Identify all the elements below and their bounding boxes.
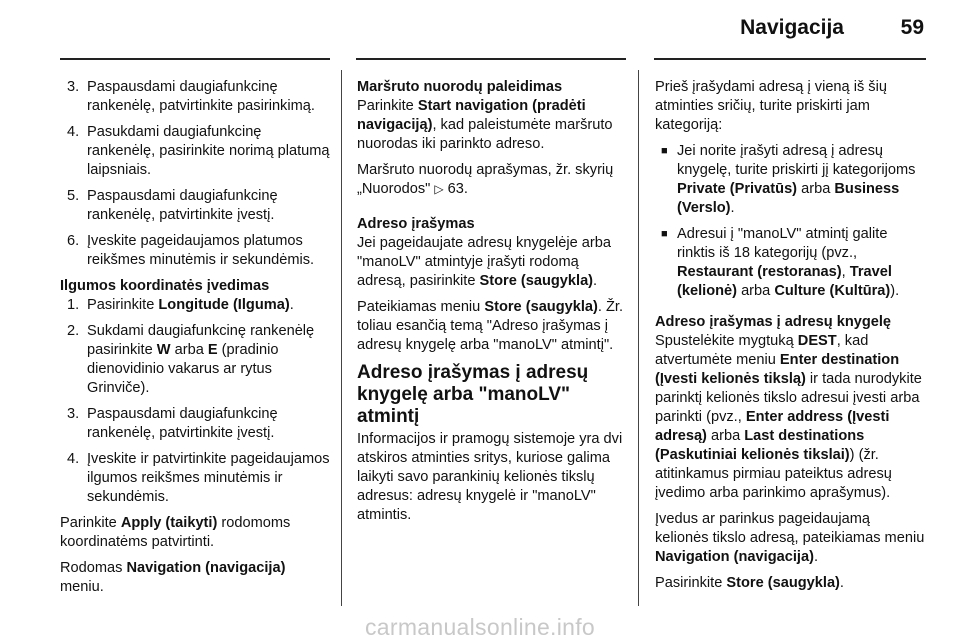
step-text: Įveskite pageidaujamos platumos reikšmes minutėmis ir sekundėmis. xyxy=(87,233,315,268)
list-item xyxy=(655,225,925,301)
paragraph xyxy=(357,234,625,291)
step-number: 1. xyxy=(67,297,80,313)
paragraph xyxy=(655,332,925,503)
longitude-subheading: Ilgumos koordinatės įvedimas xyxy=(60,278,270,294)
list-item xyxy=(60,123,332,180)
column-right xyxy=(655,78,925,600)
menu-term: Business (Verslo) xyxy=(677,181,900,216)
text: , kad paleistumėte maršruto nuorodas iki parinkto adreso. xyxy=(357,117,613,152)
menu-term: Travel (kelionė) xyxy=(677,264,892,299)
menu-term: W xyxy=(156,342,171,358)
step-text: Paspausdami daugiafunkcinę rankenėlę, patvirtinkite pasirinkimą. xyxy=(87,79,315,114)
page-reference-icon: ▷ xyxy=(434,182,444,196)
bullet-icon: ■ xyxy=(661,228,668,240)
step-text: Pasirinkite xyxy=(87,297,159,313)
page-header xyxy=(0,0,960,60)
menu-term: E xyxy=(207,342,218,358)
column-divider-1 xyxy=(341,70,342,606)
text: . xyxy=(813,549,819,565)
text: rodomoms koordinatėms patvirtinti. xyxy=(60,515,291,550)
text: arba xyxy=(737,283,775,299)
category-bullet-list xyxy=(655,142,925,301)
paragraph xyxy=(357,97,625,154)
header-rule-middle xyxy=(356,58,626,60)
list-item xyxy=(60,296,332,315)
column-middle xyxy=(357,78,625,532)
step-number: 2. xyxy=(67,323,80,339)
column-left xyxy=(60,78,332,604)
text: . xyxy=(593,273,598,289)
store-address-subheading: Adreso įrašymas xyxy=(357,216,475,232)
header-rule-right xyxy=(654,58,926,60)
text: , kad atvertumėte meniu xyxy=(655,333,869,368)
address-book-subheading: Adreso įrašymas į adresų knygelę xyxy=(655,314,892,330)
menu-term: Last destinations (Paskutiniai kelionės tikslai) xyxy=(655,428,865,463)
step-number: 4. xyxy=(67,124,80,140)
text: ) (žr. atitinkamus pirmiau pateiktus adresų įvedimo arba parinkimo aprašymus). xyxy=(655,447,892,501)
step-number: 6. xyxy=(67,233,80,249)
menu-term: Store (saugykla) xyxy=(726,575,840,591)
menu-term: Navigation (navigacija) xyxy=(655,549,814,565)
header-rule-left xyxy=(60,58,330,60)
step-number: 3. xyxy=(67,79,80,95)
menu-term: Restaurant (restoranas) xyxy=(677,264,842,280)
menu-term: Culture (Kultūra) xyxy=(774,283,891,299)
paragraph xyxy=(655,574,925,593)
step-text: arba xyxy=(170,342,208,358)
step-text: . xyxy=(289,297,294,313)
menu-term: Store (saugykla) xyxy=(479,273,594,289)
step-text: Pasukdami daugiafunkcinę rankenėlę, pasirinkite norimą platumą laipsniais. xyxy=(87,124,330,178)
page-reference[interactable]: 63. xyxy=(443,181,468,197)
text: . xyxy=(730,200,735,216)
list-item xyxy=(655,142,925,218)
step-text: Paspausdami daugiafunkcinę rankenėlę, patvirtinkite įvestį. xyxy=(87,188,278,223)
section-heading: Adreso įrašymas į adresų knygelę arba "manoLV" atmintį xyxy=(357,362,589,427)
page-number: 59 xyxy=(900,16,924,39)
menu-term: DEST xyxy=(797,333,837,349)
text: Adresui į "manoLV" atmintį galite rinktis iš 18 kategorijų (pvz., xyxy=(677,226,888,261)
paragraph: Informacijos ir pramogų sistemoje yra dvi atskiros atminties sritys, kuriose galima laikyti savo parankinių kelionės tikslų adresus: adresų knygelė ir "manoLV" atmintis. xyxy=(357,431,623,523)
paragraph xyxy=(60,559,332,597)
text: Maršruto nuorodų aprašymas, žr. skyrių „Nuorodos" xyxy=(357,162,614,197)
menu-term: Store (saugykla) xyxy=(484,299,598,315)
paragraph xyxy=(357,298,625,355)
list-item xyxy=(60,232,332,270)
watermark: carmanualsonline.info xyxy=(364,614,596,640)
longitude-steps-list xyxy=(60,296,332,507)
text: ). xyxy=(890,283,900,299)
step-text: Sukdami daugiafunkcinę rankenėlę pasirinkite xyxy=(87,323,315,358)
menu-term: Private (Privatūs) xyxy=(677,181,798,197)
paragraph: Prieš įrašydami adresą į vieną iš šių atminties sričių, turite priskirti jam kategoriją: xyxy=(655,79,887,133)
menu-term: Apply (taikyti) xyxy=(120,515,218,531)
menu-term: Longitude (Ilguma) xyxy=(158,297,290,313)
text: Rodomas xyxy=(60,560,127,576)
text: Parinkite xyxy=(60,515,121,531)
text: arba xyxy=(706,428,745,444)
step-number: 5. xyxy=(67,188,80,204)
list-item xyxy=(60,322,332,398)
list-item xyxy=(60,450,332,507)
text: Jei pageidaujate adresų knygelėje arba "manoLV" atmintyje įrašyti rodomą adresą, pasirinkite xyxy=(357,235,611,289)
step-text: Įveskite ir patvirtinkite pageidaujamos ilgumos reikšmes minutėmis ir sekundėmis. xyxy=(87,451,330,505)
paragraph xyxy=(655,510,925,567)
text: Jei norite įrašyti adresą į adresų knygelę, turite priskirti jį kategorijoms xyxy=(677,143,916,178)
text: Pasirinkite xyxy=(655,575,727,591)
menu-term: Enter address (Įvesti adresą) xyxy=(655,409,890,444)
paragraph xyxy=(357,161,625,199)
list-item xyxy=(60,78,332,116)
text: meniu. xyxy=(60,579,104,595)
step-text: Paspausdami daugiafunkcinę rankenėlę, patvirtinkite įvestį. xyxy=(87,406,278,441)
text: Spustelėkite mygtuką xyxy=(655,333,798,349)
bullet-icon: ■ xyxy=(661,145,668,157)
text: arba xyxy=(797,181,835,197)
menu-term: Start navigation (pradėti navigaciją) xyxy=(357,98,586,133)
text: ir tada nurodykite parinktį kelionės tikslo adresui įvesti arba parinkti (pvz., xyxy=(655,371,922,425)
text: Pateikiamas meniu xyxy=(357,299,485,315)
text: . Žr. toliau esančią temą "Adreso įrašymas į adresų knygelę arba "manoLV" atmintį". xyxy=(357,299,624,353)
step-number: 4. xyxy=(67,451,80,467)
step-text: (pradinio dienovidinio vakarus ar rytus Grinviče). xyxy=(87,342,279,396)
step-number: 3. xyxy=(67,406,80,422)
text: . xyxy=(839,575,844,591)
latitude-steps-list xyxy=(60,78,332,270)
text: Įvedus ar parinkus pageidaujamą kelionės tikslo adresą, pateikiamas meniu xyxy=(655,511,925,546)
list-item xyxy=(60,187,332,225)
menu-term: Enter destination (Įvesti kelionės tikslą) xyxy=(655,352,900,387)
paragraph xyxy=(60,514,332,552)
section-title: Navigacija xyxy=(740,16,844,39)
column-divider-2 xyxy=(638,70,639,606)
text: , xyxy=(841,264,850,280)
route-guidance-subheading: Maršruto nuorodų paleidimas xyxy=(357,79,563,95)
text: Parinkite xyxy=(357,98,418,114)
list-item xyxy=(60,405,332,443)
menu-term: Navigation (navigacija) xyxy=(126,560,286,576)
